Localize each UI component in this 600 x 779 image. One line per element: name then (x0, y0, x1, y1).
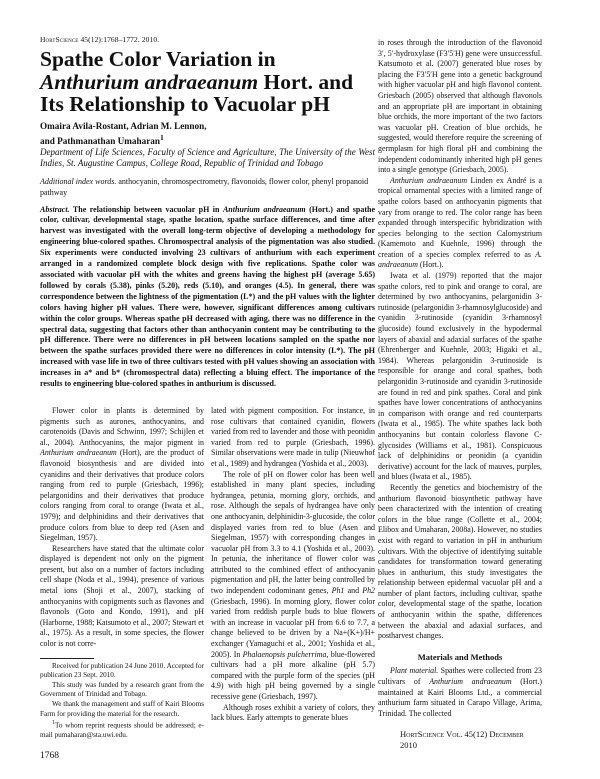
text: Linden ex André is a tropical ornamental species with a limited range of spathe colors based on anthocyanin pigments that vary from orange to red. The color range has been expanded through interspecific hybridization with species belonging to the section Calomystrium (Kamemoto and Kuehnle, 1996) through the creation of a species complex referred to as (378, 175, 542, 259)
abstract-label: Abstract. (40, 204, 70, 214)
footnote-text: To whom reprint requests should be addressed; e-mail pumaharan@sta.uwi.edu. (40, 721, 204, 740)
author-footnote-mark: 1 (159, 132, 164, 142)
paragraph: lated with pigment composition. For instance, in rose cultivars that contained cyanidin, flowers varied from red to lavender and those with peonidin varied from red to purple (Griesbach, 1996). Similar observations were made in tulip (Nieuwhof et al., 1989) and hydrangea (Yoshida et al., 2003). (211, 405, 375, 468)
column-2 (211, 406, 375, 724)
abstract-text-2: (Hort.) and spathe color, cultivar, developmental stage, spathe location, spathe surface differences, and time after harvest was investigated with the overall long-term objective of developing a methodology for engineering blue-colored spathes. Chromospectral analysis of the pigmentation was also studied. Six experiments were conducted involving 23 cultivars of anthurium with each experiment arranged in a randomized complete block design with five replications. Spathe color was associated with vacuolar pH with the whites and greens having the highest pH (average 5.65) followed by corals (5.38), pinks (5.20), reds (5.10), and oranges (4.5). In general, there was correspondence between the lightness of the pigmentation (L*) and the pH values with the lighter colors having higher pH values. There were, however, significant differences among cultivars within the color groups. Whereas spathe pH decreased with aging, there was no difference in the spectral data, suggesting that factors other than anthocyanin content may be contributing to the pH difference. There were no differences in pH between locations sampled on the spathe nor between the spathe surfaces provided there were no differences in color intensity (L*). The pH increased with vase life in two of three cultivars tested with pH values showing an association with increases in a* and b* (chromospectral data) reflecting a bluing effect. The importance of the results to engineering blue-colored spathes in anthurium is discussed. (40, 204, 376, 389)
abstract-species: Anthurium andraeanum (222, 204, 306, 214)
paragraph: Researchers have stated that the ultimate color displayed is dependent not only on the pigment present, but also on a number of factors including cell shape (Noda et al., 1994), presence of various metal ions (Shoji et al., 2007), stacking of anthocyanins with copigments such as flavones and flavonols (Goto and Kondo, 1991), and pH (Harborne, 1988; Katsumoto et al., 2007; Stewart et al., 1975). As a result, in some species, the flower color is not corre- (40, 543, 204, 649)
abstract (40, 205, 375, 390)
index-words-text: anthocyanin, chromospectrometry, flavonoids, flower color, phenyl propanoid pathway (40, 177, 369, 198)
title-text-2: Hort. and Its Relationship to Vacuolar pH (40, 69, 354, 116)
footnote-received: Received for publication 24 June 2010. Accepted for publication 23 Sept. 2010. (40, 661, 204, 680)
paragraph: Recently the genetics and biochemistry of the anthurium flavonoid biosynthetic pathway have been characterized with the intention of creating colors in the blue range (Collette et al., 2004; Elibox and Umaharan, 2008a). However, no studies exist with regard to variation in pH in anthurium cultivars. With the objective of identifying suitable candidates for transformation toward generating blues in anthurium, this study investigates the relationship between epidermal vacuolar pH and a number of plant factors, including cultivar, spathe color, developmental stage of the spathe, location of anthocyanin within the spathe, differences between the abaxial and adaxial surfaces, and postharvest changes. (378, 482, 542, 641)
paragraph (378, 666, 542, 719)
journal-name: HortScience (40, 35, 79, 44)
paragraph: Iwata et al. (1979) reported that the major spathe colors, red to pink and orange to coral, are determined by two anthocyanins, pelargonidin 3-rutinoside (pelargonidin 3-rhamnosylglucoside) and cyanidin 3-rutinoside (cyanidin 3-rhamnosyl glucoside) found exclusively in the hypodermal layers of abaxial and adaxial surfaces of the spathe (Ehrenberger and Kuehnle, 2003; Higaki et al., 1984). Whereas pelargonidin 3-rutinoside is responsible for orange and coral spathes, both pelargonidin 3-rutinoside and cyanidin 3-rutinoside are found in red and pink spathes. Coral and pink spathes have lower concentrations of anthocyanins in comparison with orange and red counterparts (Iwata et al., 1985). The white spathes lack both anthocyanins but contain colorless flavone C-glycosides (Williams et al., 1981). Conspicuous lack of delphinidins or peonidin (a cyanidin derivative) account for the lack of mauves, purples, and blues (Iwata et al., 1985). (378, 271, 542, 482)
species: Anthurium andraeanum (40, 448, 117, 458)
subsection-label: Plant material. (390, 666, 439, 676)
article-title (40, 48, 375, 116)
authors (40, 120, 375, 147)
index-words-label: Additional index words. (40, 177, 117, 187)
affiliation: Department of Life Sciences, Faculty of Science and Agriculture, The University of the West Indies, St. Augustine Campus, College Road, Republic of Trinidad and Tobago (40, 146, 375, 168)
text: (Hort.). (417, 260, 444, 270)
citation: 45(12):1768–1772. 2010. (80, 35, 160, 44)
footnotes (40, 662, 204, 741)
title-text: Spathe Color Variation in (40, 47, 276, 71)
text: (Hort.) maintained at Kairi Blooms Ltd., a commercial anthurium farm situated in Carapo Village, Arima, Trinidad. The collected (378, 677, 542, 718)
gene-name: Ph1 (331, 586, 345, 596)
species: Anthurium andraeanum (390, 175, 468, 185)
index-words (40, 176, 375, 198)
column-1 (40, 406, 204, 761)
abstract-text: The relationship between vacuolar pH in (69, 204, 223, 214)
left-region (40, 35, 375, 761)
paragraph: Although roses exhibit a variety of colors, they lack blues. Early attempts to generate blues (211, 702, 375, 723)
footnote-mark: 1 (52, 720, 55, 727)
species: Phalaenopsis pulcherrima (242, 649, 327, 659)
species: Anthurium andraeanum (429, 677, 512, 687)
text: Spathes were collected from 23 cultivars of (378, 666, 543, 687)
text: and (344, 586, 363, 596)
title-species: Anthurium andraeanum (40, 69, 259, 94)
text: (Hort), are the product of flavonoid biosynthesis and are divided into cyanidins and their derivatives that produce colors ranging from red to purple (Griesbach, 1996); pelargonidins and their derivatives that produce colors ranging from coral to orange (Iwata et al., 1979); and delphinidins and their derivatives that produce colors from blue to deep red (Asen and Siegelman, 1957). (40, 448, 204, 543)
paragraph (40, 406, 204, 544)
authors-line-1: Omaira Avila-Rostant, Adrian M. Lennon, (40, 120, 207, 131)
text: The role of pH on flower color has been well established in many plant species, including hydrangea, petunia, morning glory, orchids, and rose. Although the sepals of hydrangea have only one anthocyanin, delphinidin-3-glucoside, the color displayed varies from red to blue (Asen and Siegelman, 1957) with corresponding changes in vacuolar pH from 3.3 to 4.1 (Yoshida et al., 2003). In petunia, the inheritance of flower color was attributed to the combined effect of anthocyanin pigmentation and pH, the latter being controlled by two independent codominant genes, (211, 469, 375, 596)
body-columns (40, 406, 375, 761)
footnote-divider (40, 658, 94, 659)
footnote-funding: This study was funded by a research grant from the Government of Trinidad and Tobago. (40, 680, 204, 699)
running-footer: HortScience Vol. 45(12) December 2010 (400, 729, 524, 750)
text: , blue-flowered cultivars had a pH more alkaline (pH 5.7) compared with the purple form of the species (pH 4.9) with high pH being governed by a single recessive gene (Griesbach, 1997). (211, 649, 375, 701)
footnote-correspondence (40, 719, 204, 741)
text: (Griesbach, 1996). In morning glory, flower color varied from reddish purple buds to blue flowers with an increase in vacuolar pH from 6.6 to 7.7, a change believed to be driven by a Na+(K+)/H+ exchanger (Yamaguchi et al., 2001; Yoshida et al., 2005). In (211, 596, 375, 659)
journal-citation (40, 35, 375, 44)
authors-line-2: and Pathmanathan Umaharan (40, 135, 160, 146)
gene-name: Ph2 (362, 586, 375, 596)
species: A. andraeanum (378, 249, 542, 270)
column-3 (378, 38, 542, 751)
paragraph (378, 176, 542, 271)
paragraph (211, 470, 375, 703)
footnote-acknowledgment: We thank the management and staff of Kairi Blooms Farm for providing the material for the research. (40, 700, 204, 718)
section-heading: Materials and Methods (417, 651, 503, 662)
text: Flower color in plants is determined by pigments such as aurones, anthocyanins, and carotenoids (Davis and Schwinn, 1997; Schijlen et al., 2004). Anthocyanins, the major pigment in (40, 405, 204, 447)
paragraph: in roses through the introduction of the flavonoid 3′, 5′-hydroxylase (F3′5′H) gene were unsuccessful. Katsumoto et al. (2007) generated blue roses by placing the F3′5′H gene into a genetic background with higher vacuolar pH and high flavonol content. Griesbach (2005) observed that although flavonols and an appropriate pH are important in obtaining blue orchids, the more important of the two factors was vacuolar pH. Creation of blue orchids, he suggested, would therefore require the screening of germplasm for high floral pH and combining the independent codominantly inherited high pH genes into a single genotype (Griesbach, 2005). (378, 38, 542, 175)
page-number: 1768 (40, 750, 59, 761)
